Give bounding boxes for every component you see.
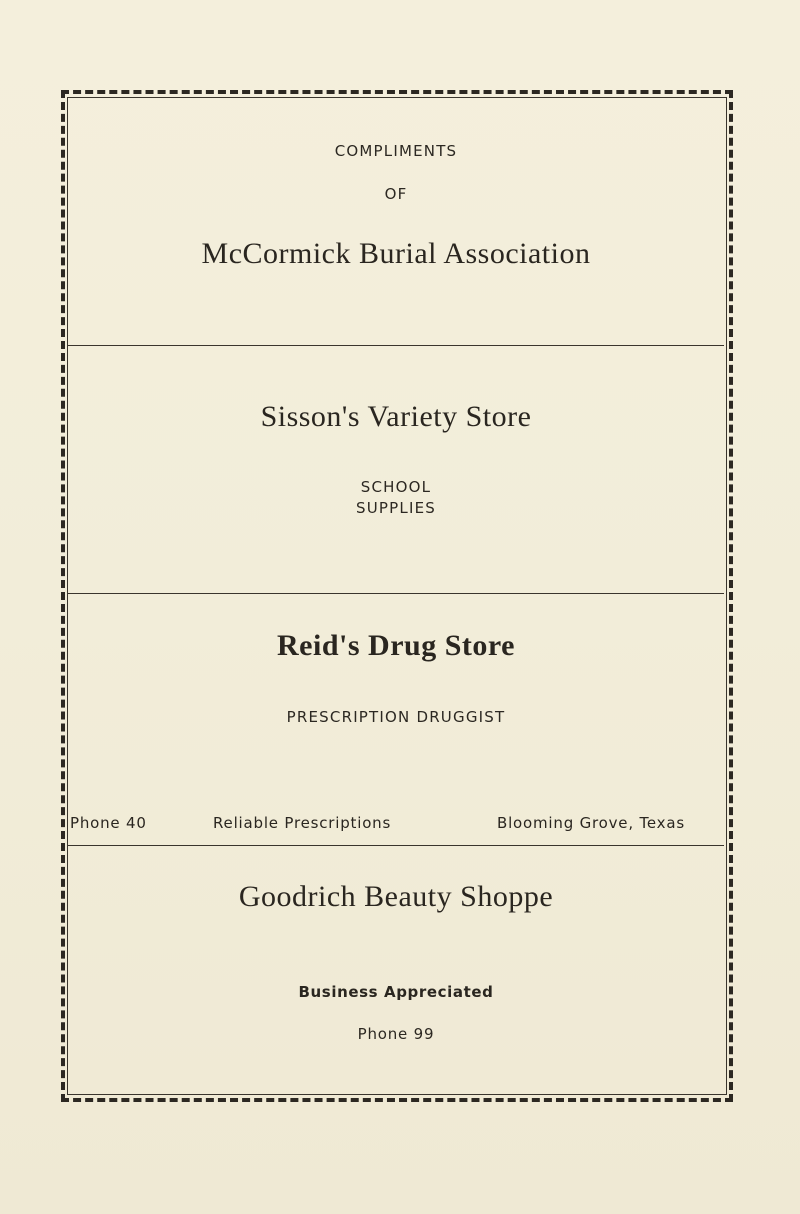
ad3-business-name: Reid's Drug Store (277, 629, 515, 662)
divider-1 (68, 345, 724, 346)
ad4-business-appreciated: Business Appreciated (298, 983, 494, 1001)
ad1-business-name: McCormick Burial Association (201, 237, 591, 270)
ad4-business-name: Goodrich Beauty Shoppe (238, 880, 554, 913)
ad1-of: OF (384, 185, 408, 203)
ad3-tagline: PRESCRIPTION DRUGGIST (286, 708, 506, 726)
divider-2 (68, 593, 724, 594)
ad1-compliments: COMPLIMENTS (334, 142, 458, 160)
ad2-line2: SUPPLIES (356, 499, 436, 517)
divider-3 (68, 845, 724, 846)
ad3-location: Blooming Grove, Texas (497, 814, 685, 832)
ad2-line1: SCHOOL (360, 478, 432, 496)
ad3-phone: Phone 40 (70, 814, 147, 832)
ad4-phone: Phone 99 (357, 1025, 435, 1043)
ad3-reliable-prescriptions: Reliable Prescriptions (213, 814, 392, 832)
ad2-business-name: Sisson's Variety Store (260, 400, 532, 433)
